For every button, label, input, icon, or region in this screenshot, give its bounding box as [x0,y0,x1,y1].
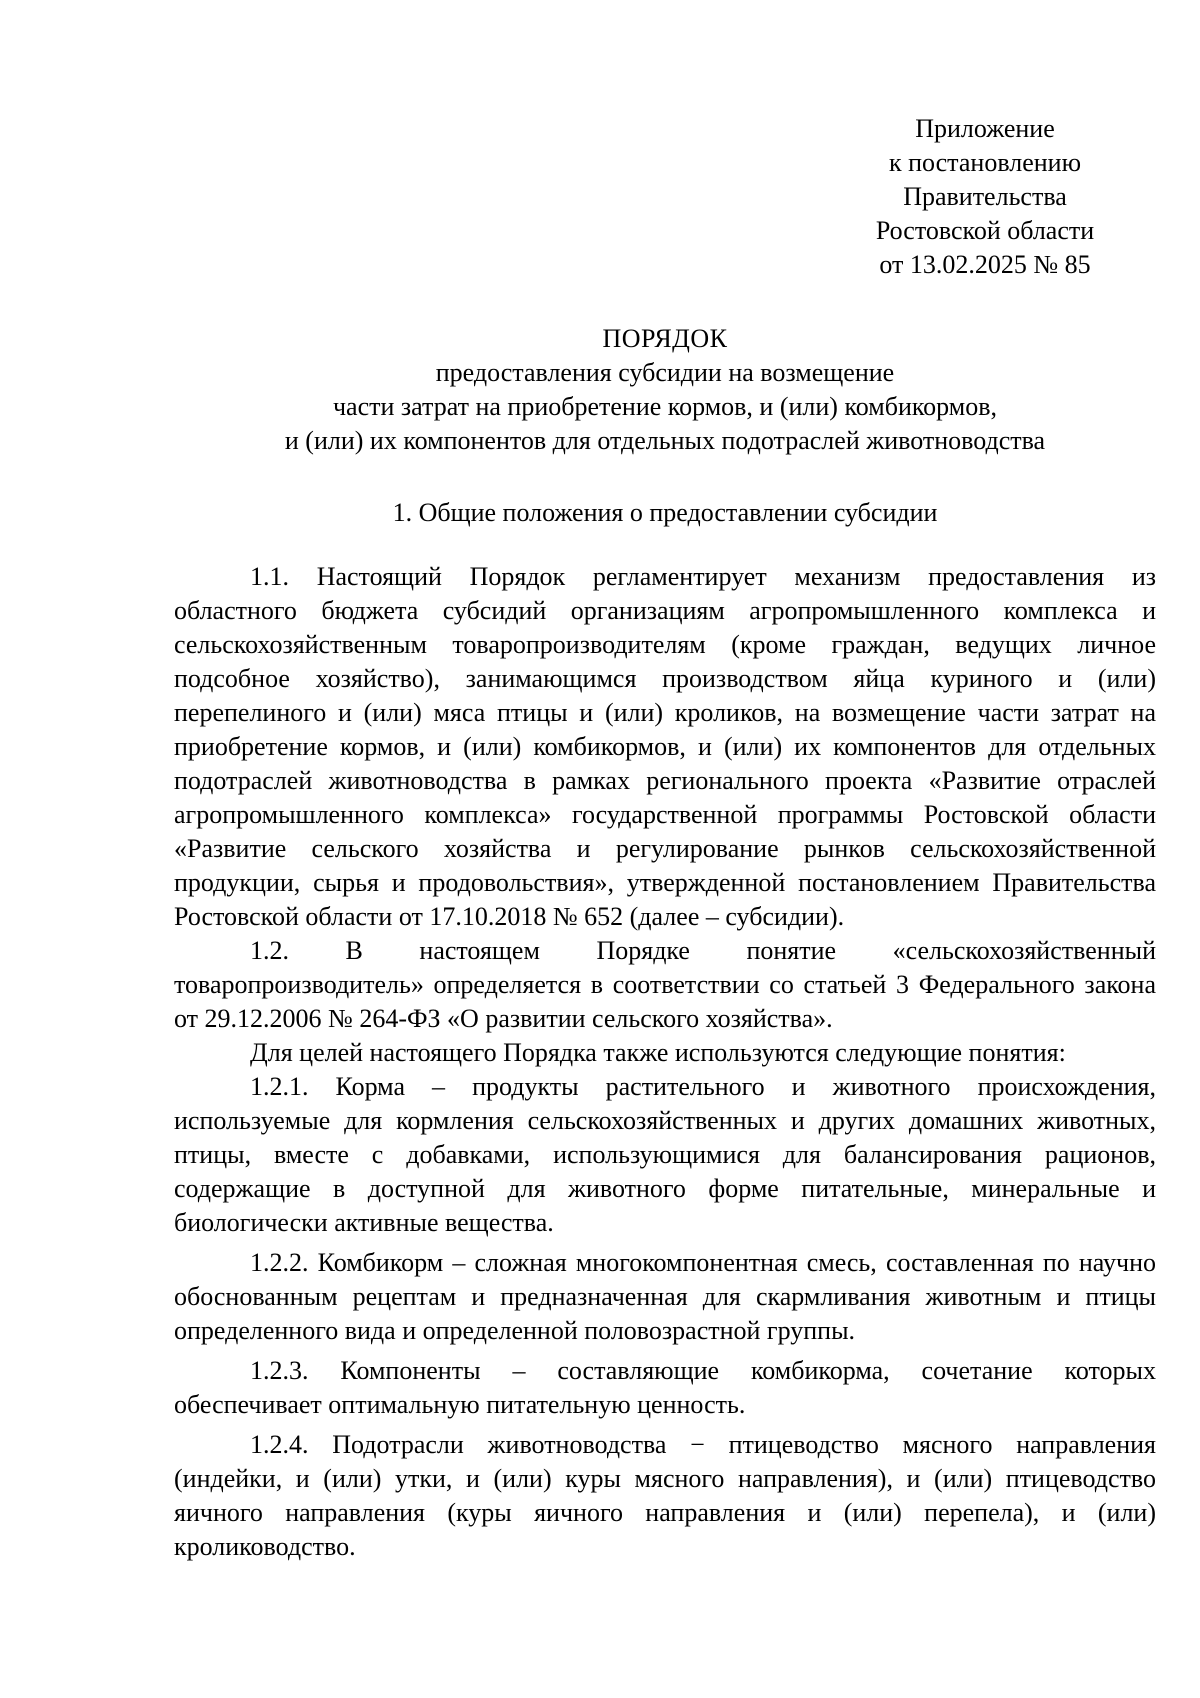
appendix-line: к постановлению [888,148,1082,177]
section-heading: 1. Общие положения о предоставлении субсидии [392,498,938,527]
paragraph-1-2-1: 1.2.1. Корма – продукты растительного и животного происхождения, используемые для кормления сельскохозяйственных и других домашних животных, птицы, вместе с добавками, использующимися для балансирования рационов, содержащие в доступной для животного форме питательные, минеральные и биологически активные вещества. [174,1072,1156,1237]
paragraph-1-2-2: 1.2.2. Комбикорм – сложная многокомпонентная смесь, составленная по научно обоснованным рецептам и предназначенная для скармливания животным и птицы определенного вида и определенной половозрастной группы. [174,1248,1156,1345]
title-main: ПОРЯДОК [602,324,728,353]
title-line: части затрат на приобретение кормов, и (или) комбикормов, [332,392,998,421]
paragraph-1-2-intro: Для целей настоящего Порядка также используются следующие понятия: [250,1038,1066,1067]
appendix-header [820,112,1150,282]
appendix-line: Ростовской области [875,216,1095,245]
appendix-line: Правительства [903,182,1067,211]
paragraph-1-1: 1.1. Настоящий Порядок регламентирует механизм предоставления из областного бюджета субсидий организациям агропромышленного комплекса и сельскохозяйственным товаропроизводителям (кроме граждан, ведущих личное подсобное хозяйство), занимающимся производством яйца куриного и (или) перепелиного и (или) мяса птицы и (или) кроликов, на возмещение части затрат на приобретение кормов, и (или) комбикормов, и (или) их компонентов для отдельных подотраслей животноводства в рамках регионального проекта «Развитие отраслей агропромышленного комплекса» государственной программы Ростовской области «Развитие сельского хозяйства и регулирование рынков сельскохозяйственной продукции, сырья и продовольствия», утвержденной постановлением Правительства Ростовской области от 17.10.2018 № 652 (далее – субсидии). [174,562,1156,931]
title-line: и (или) их компонентов для отдельных подотраслей животноводства [284,426,1046,455]
paragraph-1-2: 1.2. В настоящем Порядке понятие «сельскохозяйственный товаропроизводитель» определяется в соответствии со статьей 3 Федерального закона от 29.12.2006 № 264-ФЗ «О развитии сельского хозяйства». [174,936,1156,1033]
paragraph-1-2-3: 1.2.3. Компоненты – составляющие комбикорма, сочетание которых обеспечивает оптимальную питательную ценность. [174,1356,1156,1419]
title-line: предоставления субсидии на возмещение [435,358,895,387]
appendix-line: от 13.02.2025 № 85 [879,250,1091,279]
paragraph-1-2-4: 1.2.4. Подотрасли животноводства − птицеводство мясного направления (индейки, и (или) утки, и (или) куры мясного направления), и (или) птицеводство яичного направления (куры яичного направления и (или) перепела), и (или) кролиководство. [174,1430,1156,1561]
appendix-line: Приложение [915,114,1055,143]
document-body [174,560,1156,1564]
document-title [170,322,1160,458]
